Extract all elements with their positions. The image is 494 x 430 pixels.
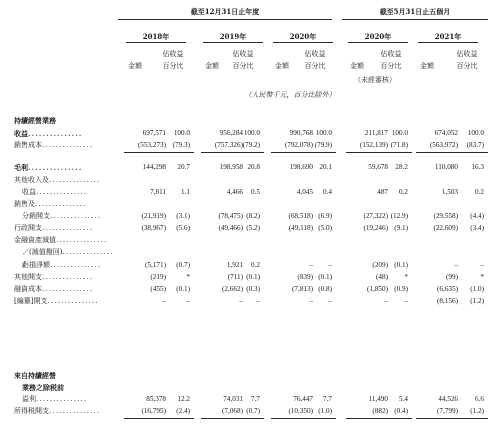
cell-profit-before-tax-pct-4: 5.4: [399, 395, 408, 403]
col-amount-heading-5: 金額: [420, 62, 434, 70]
cell-gross-profit-amount-4: 59,678: [368, 163, 388, 171]
cell-income-tax-amount-2: (7,068): [222, 407, 243, 415]
cell-other-expenses-amount-3: (839): [297, 273, 313, 281]
section-discontinued-line1: 來自持續經營: [14, 371, 56, 380]
cell-selling-b-amount-5: (29,558): [433, 212, 458, 220]
cell-selling-b-pct-3: (6.9): [318, 212, 332, 220]
cell-income-tax-pct-2: (0.7): [246, 407, 260, 415]
total-rule-1-5: [416, 152, 488, 153]
cell-profit-before-tax-amount-2: 74,031: [223, 395, 243, 403]
total-rule-2-3: [271, 418, 336, 419]
cell-finance-costs-amount-5: (6,635): [437, 285, 458, 293]
cell-other-income-b-amount-2: 4,466: [226, 188, 243, 196]
row-label-other-income-b: 收益...............: [22, 188, 88, 196]
cell-gross-profit-amount-5: 110,080: [434, 163, 458, 171]
cell-profit-before-tax-amount-4: 11,490: [368, 395, 388, 403]
row-label-finance-costs: 融資成本...............: [14, 285, 94, 293]
cell-admin-amount-1: (38,967): [141, 224, 166, 232]
year-rule-2: [203, 42, 263, 43]
row-label-income-tax: 所得税開支...............: [14, 407, 101, 415]
total-rule-2-5: [416, 418, 488, 419]
cell-gross-profit-amount-3: 198,690: [289, 163, 313, 171]
cell-cost-of-sales-amount-5: (563,972): [429, 141, 458, 149]
cell-impairment-c-pct-3: –: [328, 261, 332, 269]
total-rule-1-2: [201, 152, 264, 153]
year-rule-4: [348, 42, 408, 43]
cell-impairment-c-amount-1: (5,171): [145, 261, 166, 269]
cell-revenue-amount-2: 956,284: [219, 129, 243, 137]
total-rule-2-2: [201, 418, 264, 419]
cell-other-expenses-pct-1: *: [186, 273, 190, 281]
cell-other-income-b-pct-5: 0.2: [475, 188, 484, 196]
cell-selling-b-pct-4: (12.9): [390, 212, 408, 220]
year-rule-1: [126, 42, 186, 43]
cell-cost-of-sales-pct-2: (79.2): [242, 141, 260, 149]
cell-revenue-pct-5: 100.0: [467, 129, 484, 137]
cell-revenue-amount-4: 211,817: [364, 129, 388, 137]
leader-dots: ...............: [42, 141, 94, 149]
col-pct-heading-line1-2: 佔收益: [232, 50, 254, 58]
cell-income-tax-amount-4: (882): [372, 407, 388, 415]
cell-profit-before-tax-pct-1: 12.2: [177, 395, 190, 403]
cell-profit-before-tax-amount-5: 44,526: [438, 395, 458, 403]
cell-listing-amount-3: –: [309, 297, 313, 305]
total-rule-2-4: [346, 418, 412, 419]
year-rule-5: [418, 42, 478, 43]
cell-admin-pct-4: (9.1): [394, 224, 408, 232]
cell-cost-of-sales-pct-3: (79.9): [314, 141, 332, 149]
col-pct-heading-line2-2: 百分比: [232, 62, 254, 70]
cell-revenue-amount-1: 697,571: [142, 129, 166, 137]
cell-admin-pct-3: (5.0): [318, 224, 332, 232]
unaudited-note: （未經審核）: [354, 76, 396, 84]
cell-selling-b-amount-4: (27,322): [363, 212, 388, 220]
col-amount-heading-2: 金額: [205, 62, 219, 70]
cell-cost-of-sales-pct-5: (83.7): [466, 141, 484, 149]
cell-revenue-pct-4: 100.0: [391, 129, 408, 137]
cell-impairment-c-amount-4: (209): [372, 261, 388, 269]
period-five-heading: 截至5月31日止五個月: [379, 7, 451, 16]
cell-cost-of-sales-amount-1: (553,273): [137, 141, 166, 149]
row-label-impairment-c: 虧損淨額...............: [22, 261, 102, 269]
row-label-impairment-b: ／(減值撥回)...............: [22, 248, 114, 256]
cell-finance-costs-pct-5: (1.0): [470, 285, 484, 293]
year-rule-3: [273, 42, 333, 43]
cell-gross-profit-amount-1: 144,298: [142, 163, 166, 171]
col-pct-heading-line2-3: 百分比: [304, 62, 326, 70]
cell-other-income-b-amount-1: 7,811: [150, 188, 166, 196]
leader-dots: ...............: [28, 163, 83, 172]
row-label-selling-a: 銷售及...............: [14, 200, 87, 208]
cell-income-tax-amount-5: (7,799): [437, 407, 458, 415]
cell-admin-pct-1: (5.6): [176, 224, 190, 232]
col-amount-heading-4: 金額: [350, 62, 364, 70]
cell-listing-pct-5: (1.2): [470, 297, 484, 305]
cell-cost-of-sales-pct-1: (79.3): [172, 141, 190, 149]
leader-dots: ...............: [28, 129, 83, 138]
row-label-other-expenses: 其他開支...............: [14, 273, 94, 281]
col-pct-heading-line1-5: 佔收益: [456, 50, 478, 58]
cell-income-tax-amount-1: (16,795): [141, 407, 166, 415]
cell-profit-before-tax-pct-2: 7.7: [251, 395, 260, 403]
cell-other-income-b-amount-3: 4,045: [296, 188, 313, 196]
col-pct-heading-line1-4: 佔收益: [380, 50, 402, 58]
cell-selling-b-amount-3: (68,518): [288, 212, 313, 220]
cell-other-income-b-amount-5: 1,503: [441, 188, 458, 196]
cell-selling-b-pct-1: (3.1): [176, 212, 190, 220]
cell-other-income-b-pct-2: 0.5: [251, 188, 260, 196]
header-rule-year: [118, 19, 332, 20]
cell-admin-amount-3: (49,118): [288, 224, 313, 232]
col-pct-heading-line2-5: 百分比: [456, 62, 478, 70]
leader-dots: ...............: [47, 297, 99, 305]
leader-dots: ...............: [42, 285, 94, 293]
cell-selling-b-pct-5: (4.4): [470, 212, 484, 220]
cell-gross-profit-pct-3: 20.1: [319, 163, 332, 171]
cell-income-tax-amount-3: (10,350): [288, 407, 313, 415]
cell-impairment-c-pct-5: –: [480, 261, 484, 269]
cell-income-tax-pct-5: (1.2): [470, 407, 484, 415]
year-heading-5: 2021年: [434, 32, 462, 41]
cell-listing-amount-5: (8,156): [437, 297, 458, 305]
row-label-revenue: 收益...............: [14, 129, 83, 138]
cell-finance-costs-amount-1: (455): [150, 285, 166, 293]
cell-revenue-pct-2: 100.0: [243, 129, 260, 137]
total-rule-1-1: [124, 152, 194, 153]
cell-other-expenses-amount-4: (48): [376, 273, 388, 281]
cell-other-expenses-pct-2: (0.1): [246, 273, 260, 281]
leader-dots: ...............: [49, 176, 101, 184]
cell-admin-amount-5: (22,609): [433, 224, 458, 232]
cell-finance-costs-pct-1: (0.1): [176, 285, 190, 293]
cell-revenue-amount-3: 990,768: [289, 129, 313, 137]
cell-other-income-b-pct-3: 0.4: [323, 188, 332, 196]
total-rule-1-3: [271, 152, 336, 153]
row-label-impairment-a: 金融資產減值...............: [14, 236, 108, 244]
cell-finance-costs-amount-2: (2,662): [222, 285, 243, 293]
cell-profit-before-tax-pct-5: 6.6: [475, 395, 484, 403]
cell-impairment-c-pct-2: 0.2: [251, 261, 260, 269]
row-label-selling-b: 分銷開支...............: [22, 212, 102, 220]
leader-dots: ...............: [50, 261, 102, 269]
cell-listing-pct-3: –: [328, 297, 332, 305]
cell-cost-of-sales-amount-4: (152,139): [359, 141, 388, 149]
cell-gross-profit-pct-4: 28.2: [395, 163, 408, 171]
cell-impairment-c-pct-1: (0.7): [176, 261, 190, 269]
year-heading-3: 2020年: [289, 32, 317, 41]
cell-finance-costs-pct-2: (0.3): [246, 285, 260, 293]
leader-dots: ...............: [42, 224, 94, 232]
col-amount-heading-1: 金額: [128, 62, 142, 70]
cell-other-income-b-pct-1: 1.1: [181, 188, 190, 196]
cell-admin-pct-2: (5.2): [246, 224, 260, 232]
row-label-cost-of-sales: 銷售成本...............: [14, 141, 94, 149]
cell-listing-amount-1: –: [162, 297, 166, 305]
cell-admin-amount-4: (19,246): [363, 224, 388, 232]
cell-impairment-c-amount-2: 1,921: [226, 261, 243, 269]
header-rule-five: [342, 19, 488, 20]
cell-listing-amount-2: –: [239, 297, 243, 305]
cell-selling-b-pct-2: (8.2): [246, 212, 260, 220]
row-label-gross-profit: 毛利...............: [14, 163, 83, 172]
year-heading-4: 2020年: [364, 32, 392, 41]
section-continuing-heading: 持續經營業務: [14, 116, 56, 125]
leader-dots: ...............: [36, 395, 88, 403]
row-label-listing: [編纂]開支...............: [14, 297, 99, 305]
cell-cost-of-sales-amount-2: (757,326): [214, 141, 243, 149]
cell-other-expenses-pct-5: *: [480, 273, 484, 281]
cell-impairment-c-amount-3: –: [309, 261, 313, 269]
row-label-other-income-a: 其他收入及...............: [14, 176, 101, 184]
cell-other-expenses-pct-3: (0.1): [318, 273, 332, 281]
leader-dots: ...............: [62, 248, 114, 256]
period-year-heading: 截至12月31日止年度: [190, 7, 260, 16]
total-rule-2-1: [124, 418, 194, 419]
leader-dots: ...............: [49, 407, 101, 415]
total-rule-1-4: [346, 152, 412, 153]
cell-selling-b-amount-1: (21,919): [141, 212, 166, 220]
cell-finance-costs-amount-4: (1,850): [367, 285, 388, 293]
cell-other-expenses-amount-1: (219): [150, 273, 166, 281]
cell-other-expenses-pct-4: *: [404, 273, 408, 281]
leader-dots: ...............: [36, 188, 88, 196]
cell-listing-pct-2: –: [256, 297, 260, 305]
cell-impairment-c-pct-4: (0.1): [394, 261, 408, 269]
cell-listing-amount-4: –: [384, 297, 388, 305]
cell-finance-costs-pct-4: (0.9): [394, 285, 408, 293]
year-heading-1: 2018年: [142, 32, 170, 41]
leader-dots: ...............: [56, 236, 108, 244]
cell-revenue-pct-1: 100.0: [173, 129, 190, 137]
cell-gross-profit-pct-1: 20.7: [177, 163, 190, 171]
section-discontinued-line2: 業務之除税前: [22, 383, 64, 392]
cell-other-expenses-amount-5: (99): [446, 273, 458, 281]
col-pct-heading-line1-3: 佔收益: [304, 50, 326, 58]
col-pct-heading-line2-4: 百分比: [380, 62, 402, 70]
leader-dots: ...............: [35, 200, 87, 208]
cell-admin-amount-2: (49,466): [218, 224, 243, 232]
cell-profit-before-tax-pct-3: 7.7: [323, 395, 332, 403]
cell-other-income-b-pct-4: 0.2: [399, 188, 408, 196]
cell-income-tax-pct-1: (2.4): [176, 407, 190, 415]
leader-dots: ...............: [42, 273, 94, 281]
cell-profit-before-tax-amount-1: 85,378: [146, 395, 166, 403]
cell-income-tax-pct-4: (0.4): [394, 407, 408, 415]
col-pct-heading-line1-1: 佔收益: [162, 50, 184, 58]
cell-profit-before-tax-amount-3: 76,447: [293, 395, 313, 403]
year-heading-2: 2019年: [219, 32, 247, 41]
cell-other-income-b-amount-4: 487: [377, 188, 388, 196]
unit-note: （人民幣千元，百分比除外）: [244, 91, 336, 99]
cell-gross-profit-pct-2: 20.8: [247, 163, 260, 171]
cell-admin-pct-5: (3.4): [470, 224, 484, 232]
cell-impairment-c-amount-5: –: [454, 261, 458, 269]
cell-gross-profit-pct-5: 16.3: [471, 163, 484, 171]
cell-gross-profit-amount-2: 198,958: [219, 163, 243, 171]
cell-cost-of-sales-pct-4: (71.8): [390, 141, 408, 149]
cell-income-tax-pct-3: (1.0): [318, 407, 332, 415]
row-label-admin: 行政開支...............: [14, 224, 94, 232]
col-amount-heading-3: 金額: [275, 62, 289, 70]
leader-dots: ...............: [50, 212, 102, 220]
cell-finance-costs-amount-3: (7,813): [292, 285, 313, 293]
cell-other-expenses-amount-2: (711): [227, 273, 243, 281]
cell-listing-pct-4: –: [404, 297, 408, 305]
cell-revenue-pct-3: 100.0: [315, 129, 332, 137]
cell-cost-of-sales-amount-3: (792,078): [284, 141, 313, 149]
col-pct-heading-line2-1: 百分比: [162, 62, 184, 70]
row-label-profit-before-tax: 溢利...............: [22, 395, 88, 403]
cell-revenue-amount-5: 674,052: [434, 129, 458, 137]
cell-listing-pct-1: –: [186, 297, 190, 305]
cell-finance-costs-pct-3: (0.8): [318, 285, 332, 293]
cell-selling-b-amount-2: (78,475): [218, 212, 243, 220]
